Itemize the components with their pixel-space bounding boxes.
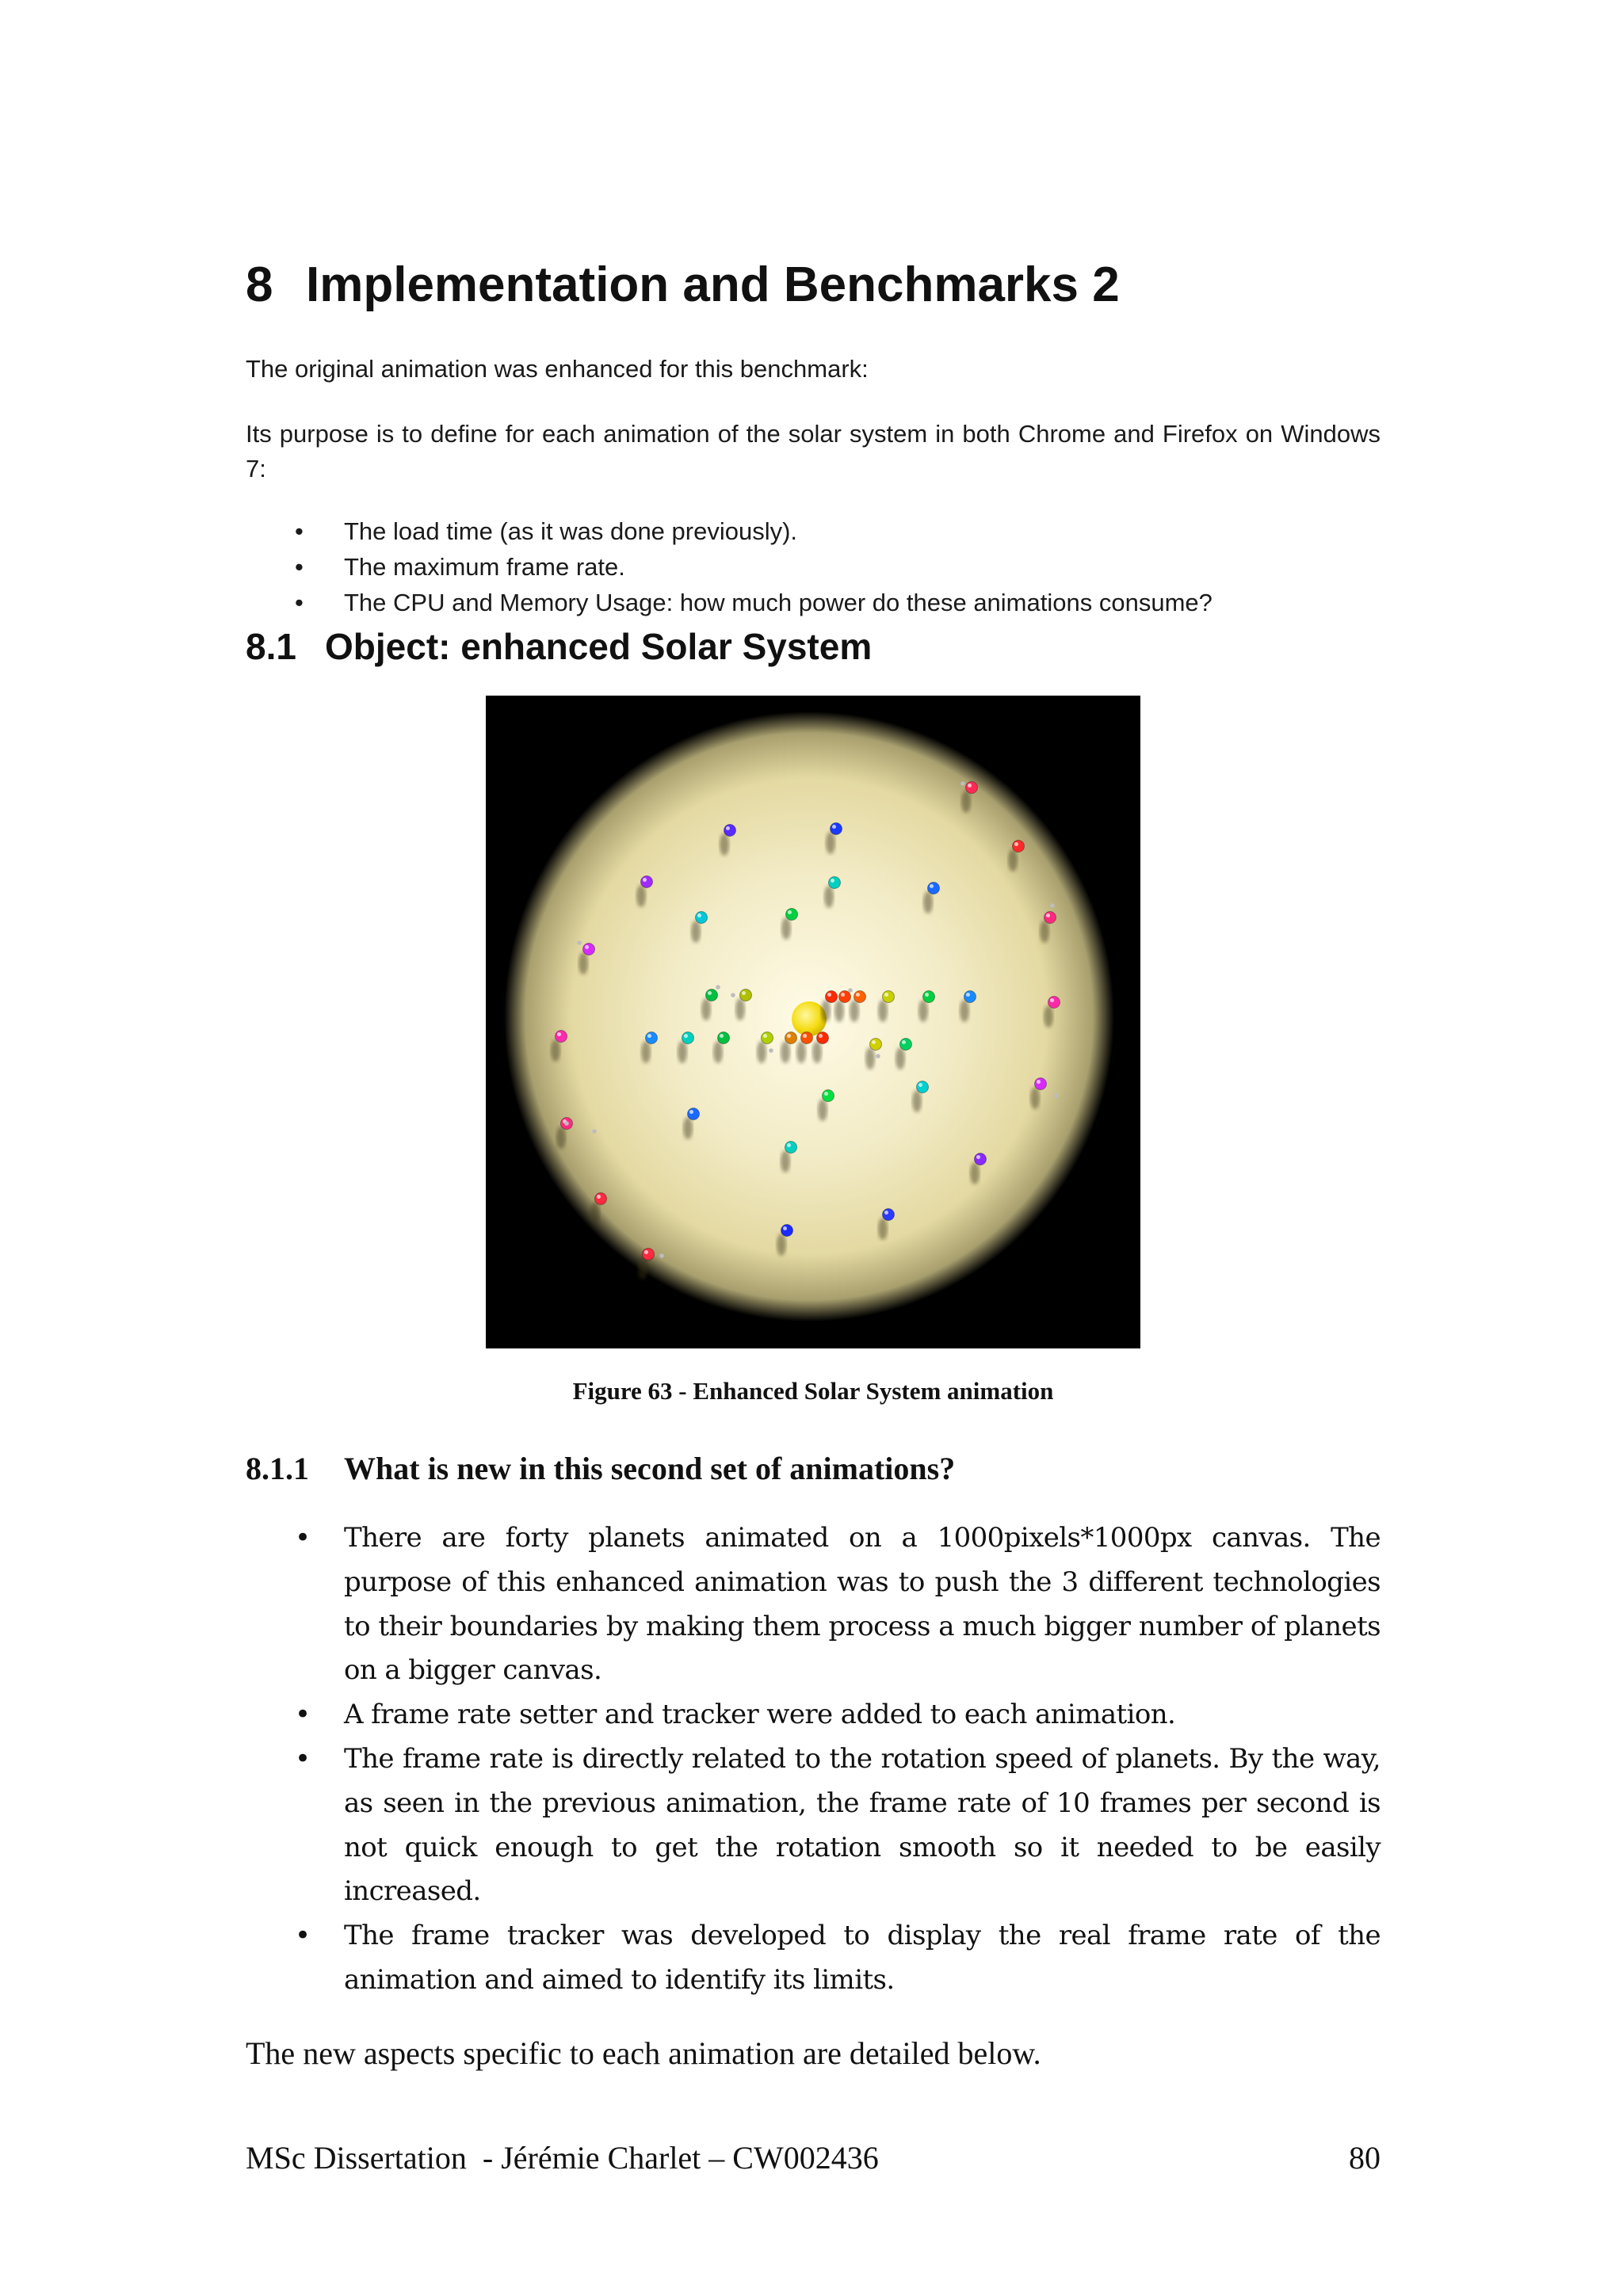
planet — [801, 1032, 813, 1044]
planet-shadow — [826, 832, 835, 854]
subsection-heading — [246, 1447, 955, 1491]
planet-highlight — [824, 1092, 828, 1096]
planet — [740, 990, 752, 1001]
planet-shadow — [824, 886, 834, 908]
solar-system-image — [486, 696, 1140, 1348]
planet-shadow — [970, 1162, 980, 1184]
planet-shadow — [556, 1127, 566, 1149]
planet-shadow — [757, 1041, 766, 1063]
planet — [583, 944, 595, 955]
planet-shadow — [1040, 921, 1049, 943]
planet-highlight — [597, 1195, 601, 1199]
planet-highlight — [708, 991, 712, 995]
planet-shadow — [781, 1150, 790, 1173]
planet — [688, 1108, 700, 1120]
planet-shadow — [923, 891, 933, 913]
moon — [769, 1048, 773, 1053]
moon — [592, 1129, 597, 1134]
planet — [854, 991, 866, 1003]
planet — [682, 1032, 694, 1044]
planet-shadow — [1008, 849, 1018, 871]
planet-highlight — [557, 1032, 561, 1036]
planet — [785, 1142, 797, 1154]
list-item-text: A frame rate setter and tracker were added to each animation. — [344, 1699, 1176, 1731]
section-heading — [246, 623, 872, 670]
planet — [646, 1032, 658, 1044]
planet — [975, 1154, 987, 1165]
planet-shadow — [818, 1099, 827, 1121]
planet-shadow — [878, 1000, 888, 1022]
solar-system-figure — [486, 696, 1140, 1348]
section-number: 8.1 — [246, 626, 296, 667]
list-item — [246, 1516, 1381, 1693]
moon — [577, 940, 582, 945]
planet-highlight — [1037, 1080, 1041, 1084]
bullet-icon: • — [295, 1920, 311, 1952]
moon — [876, 1054, 880, 1058]
planet-highlight — [966, 993, 970, 997]
planet — [829, 877, 841, 889]
moon — [731, 993, 735, 997]
planet-shadow — [834, 1000, 844, 1022]
planet — [641, 876, 653, 888]
subsection-title: What is new in this second set of animations? — [344, 1451, 956, 1486]
planet — [923, 991, 935, 1003]
planet — [706, 990, 718, 1001]
planet — [870, 1039, 882, 1051]
planet-shadow — [865, 1047, 875, 1070]
list-item-text: The load time (as it was done previously). — [344, 517, 798, 545]
planet-shadow — [735, 998, 745, 1020]
moon — [1054, 1093, 1059, 1098]
planet-shadow — [636, 885, 646, 907]
planet-highlight — [787, 1143, 791, 1147]
planet-highlight — [884, 1211, 888, 1215]
planet-shadow — [896, 1047, 905, 1070]
planet — [883, 991, 895, 1003]
planet-shadow — [701, 998, 711, 1020]
planet-shadow — [796, 1041, 806, 1063]
planet-highlight — [803, 1034, 807, 1038]
planet-highlight — [872, 1040, 876, 1044]
bullet-icon: • — [295, 1699, 311, 1731]
planet — [786, 909, 798, 921]
bullet-icon: • — [295, 1522, 311, 1554]
planet-shadow — [713, 1041, 723, 1063]
planet — [781, 1225, 793, 1237]
planet — [785, 1032, 797, 1044]
list-item — [246, 513, 1387, 549]
planet-highlight — [925, 993, 929, 997]
planet — [839, 991, 851, 1003]
chapter-number: 8 — [246, 257, 273, 312]
planet — [817, 1032, 829, 1044]
subsection-number: 8.1.1 — [246, 1451, 309, 1486]
planet-highlight — [644, 1250, 648, 1254]
planet — [900, 1039, 912, 1051]
planet-shadow — [691, 921, 701, 943]
bullet-icon: • — [295, 1742, 311, 1775]
planet-shadow — [918, 1000, 928, 1022]
planet-shadow — [720, 833, 729, 856]
list-item — [246, 1914, 1381, 2003]
planet — [556, 1031, 567, 1043]
list-item — [246, 549, 1387, 585]
planet-shadow — [781, 1041, 790, 1063]
list-item — [246, 1737, 1381, 1914]
planet-shadow — [683, 1117, 693, 1139]
bullet-icon: • — [295, 517, 304, 545]
planet-shadow — [678, 1041, 687, 1063]
planet-shadow — [960, 1000, 969, 1022]
moon — [564, 1121, 569, 1126]
moon — [716, 985, 720, 990]
planet-highlight — [902, 1040, 906, 1044]
moon — [659, 1253, 664, 1258]
planet-shadow — [850, 1000, 859, 1022]
planet-highlight — [831, 879, 834, 883]
bullet-icon: • — [295, 589, 304, 616]
list-item-text: The frame tracker was developed to display the real frame rate of the animation and aimed to identify its limits. — [344, 1920, 1381, 1996]
planet-highlight — [643, 878, 647, 882]
planet-highlight — [788, 910, 792, 914]
planet — [1035, 1078, 1047, 1090]
planet-highlight — [697, 913, 701, 917]
intro-paragraph-2: Its purpose is to define for each animation of the solar system in both Chrome and Firefox on Windows 7: — [246, 420, 1381, 482]
planet-highlight — [856, 993, 860, 997]
planet-highlight — [647, 1034, 651, 1038]
planet-shadow — [641, 1041, 651, 1063]
planet-shadow — [961, 791, 971, 813]
planet-highlight — [841, 993, 845, 997]
planet-shadow — [1030, 1087, 1040, 1109]
planet — [1044, 912, 1056, 924]
chapter-heading — [246, 255, 1120, 315]
planet — [823, 1090, 834, 1102]
planet — [928, 883, 940, 894]
planet — [831, 823, 842, 835]
intro-paragraph-1: The original animation was enhanced for this benchmark: — [246, 355, 869, 383]
planet — [964, 991, 976, 1003]
list-item-text: The maximum frame rate. — [344, 553, 625, 581]
planet-shadow — [590, 1202, 600, 1224]
planet — [826, 991, 838, 1003]
planet-highlight — [763, 1034, 767, 1038]
planet — [966, 782, 978, 794]
planet-highlight — [832, 825, 836, 829]
new-features-list — [246, 1516, 1381, 2003]
footer-author: MSc Dissertation - Jérémie Charlet – CW002436 — [246, 2140, 879, 2176]
planet-highlight — [787, 1034, 791, 1038]
planet-shadow — [878, 1218, 888, 1240]
planet-highlight — [968, 784, 972, 788]
planet-highlight — [689, 1110, 693, 1114]
planet — [696, 912, 708, 924]
planet-highlight — [684, 1034, 688, 1038]
planet-shadow — [579, 952, 588, 974]
planet — [724, 825, 736, 837]
planet-shadow — [1044, 1005, 1053, 1028]
planet-highlight — [1050, 998, 1054, 1002]
planet-highlight — [819, 1034, 823, 1038]
section-title: Object: enhanced Solar System — [325, 626, 873, 667]
planet — [718, 1032, 730, 1044]
planet-highlight — [827, 993, 831, 997]
planet-shadow — [777, 1234, 786, 1256]
chapter-title: Implementation and Benchmarks 2 — [306, 257, 1120, 312]
list-item-text: There are forty planets animated on a 1000pixels*1000px canvas. The purpose of this enhanced animation was to push the 3 different technologies to their boundaries by making them process a much bigger number of planets on a bigger canvas. — [344, 1522, 1381, 1687]
planet-highlight — [585, 945, 589, 949]
planet-shadow — [821, 1000, 831, 1022]
moon — [1050, 903, 1055, 908]
planet-highlight — [720, 1034, 724, 1038]
planet — [1013, 841, 1025, 852]
planet — [883, 1209, 895, 1221]
planet-highlight — [783, 1226, 787, 1230]
planet — [762, 1032, 773, 1044]
planet-highlight — [930, 884, 934, 888]
list-item — [246, 585, 1387, 620]
planet-shadow — [781, 917, 791, 940]
planet-highlight — [726, 826, 730, 830]
planet — [1048, 997, 1060, 1009]
planet-shadow — [912, 1090, 922, 1112]
planet-highlight — [742, 991, 746, 995]
bullet-icon: • — [295, 553, 304, 581]
benchmark-goals-list — [246, 513, 1387, 620]
planet-shadow — [551, 1039, 560, 1062]
planet — [917, 1081, 929, 1093]
planet-highlight — [918, 1083, 922, 1087]
planet-highlight — [1014, 842, 1018, 846]
moon — [960, 781, 965, 786]
planet-highlight — [976, 1155, 980, 1159]
moon — [848, 988, 853, 993]
sun — [792, 1001, 827, 1036]
planet-highlight — [884, 993, 888, 997]
figure-caption: Figure 63 - Enhanced Solar System animation — [572, 1377, 1054, 1405]
list-item-text: The CPU and Memory Usage: how much power do these animations consume? — [344, 589, 1212, 616]
planet — [595, 1193, 607, 1205]
planet-shadow — [812, 1041, 822, 1063]
planet-highlight — [1046, 913, 1050, 917]
planet — [643, 1249, 655, 1261]
page-number: 80 — [1349, 2140, 1381, 2176]
list-item — [246, 1693, 1381, 1737]
closing-paragraph: The new aspects specific to each animation are detailed below. — [246, 2035, 1041, 2071]
planet-shadow — [638, 1257, 647, 1280]
list-item-text: The frame rate is directly related to the rotation speed of planets. By the way, as seen in the previous animation, the frame rate of 10 frames per second is not quick enough to get the rotation smooth so it needed to be easily increased. — [344, 1742, 1381, 1908]
